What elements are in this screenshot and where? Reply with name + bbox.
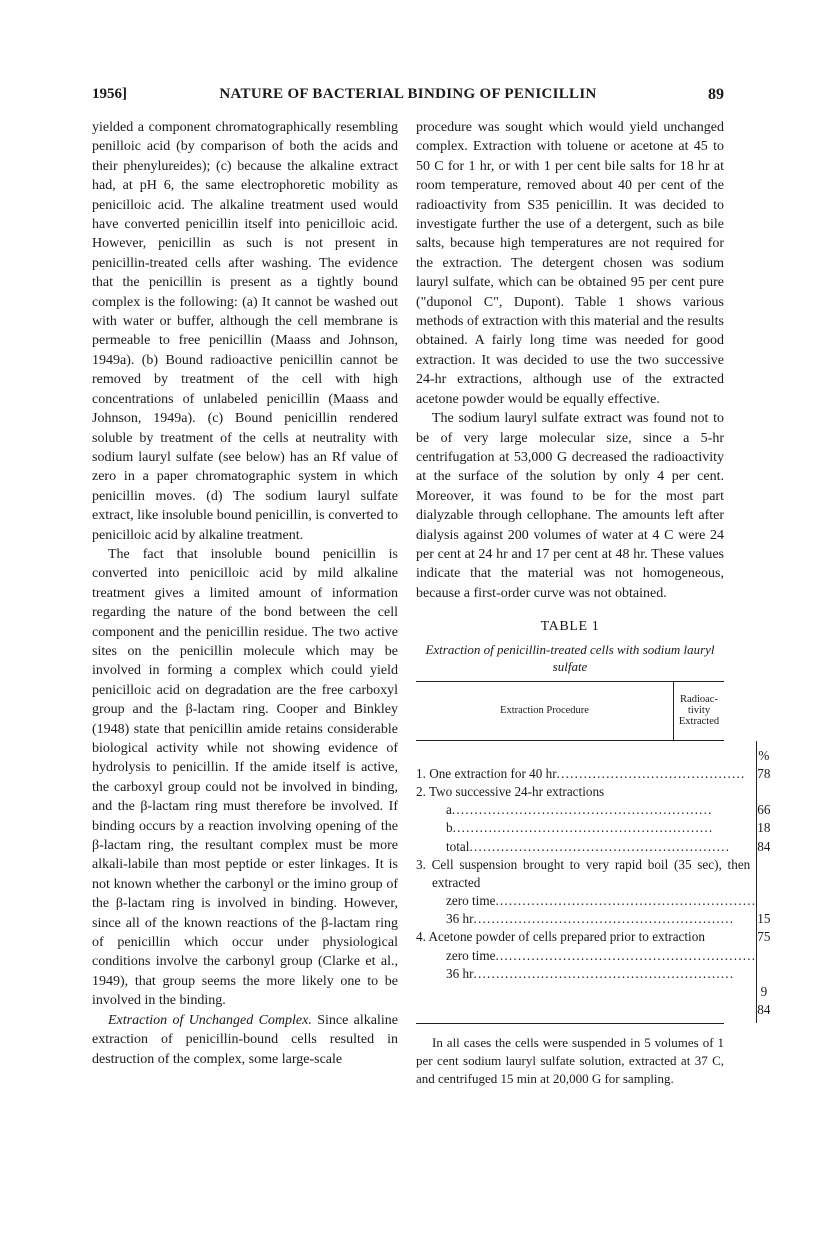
table-cell: [757, 947, 770, 965]
section-heading: Extraction of Unchanged Complex.: [108, 1012, 312, 1028]
column-header-procedure: Extraction Procedure: [500, 704, 589, 716]
footnote-text: In all cases the cells were suspended in 5 volumes of 1 per cent sodium lauryl sulfate solution, extracted at 37 C, and centrifuged 15 min at 20,000 G for sampling.: [416, 1035, 724, 1087]
row-label: 2. Two successive 24-hr extractions: [416, 783, 605, 799]
table-cell: 66: [757, 802, 771, 818]
table-row: [416, 801, 756, 819]
page-number: 89: [708, 86, 724, 103]
dot-leader: ..........................................................: [473, 911, 735, 927]
unit-label: %: [758, 747, 770, 763]
row-label: zero time: [446, 947, 496, 963]
table-row: [416, 892, 756, 910]
table-cell: 75: [757, 929, 771, 945]
running-header: [92, 86, 724, 108]
row-label: 36 hr: [446, 911, 474, 927]
row-label: 36 hr: [446, 965, 474, 981]
table-cell: 84: [757, 838, 771, 854]
row-label: 4. Acetone powder of cells prepared prior to extraction: [416, 929, 705, 945]
column-header-radioactivity: Radioac-tivity Extracted: [673, 682, 724, 740]
dot-leader: ..........................................................: [495, 893, 757, 909]
table-row: [416, 838, 756, 856]
row-label: b: [446, 820, 453, 836]
table-cell: 18: [757, 820, 771, 836]
paragraph-text: Since alkaline extraction of penicillin-bound cells resulted in destruction of the complex, some large-scale: [92, 1012, 398, 1067]
table-cell: 15: [757, 911, 771, 927]
paragraph: The sodium lauryl sulfate extract was found not to be of very large molecular size, since a 5-hr centrifugation at 53,000 G decreased the radioactivity at the surface of the solution by only 4 per cent. Moreover, it was found to be for the most part dialyzable through cellophane. The amounts left after dialysis against 200 volumes of water at 4 C were 24 per cent at 24 hr and 17 per cent at 48 hr. These values indicate that the material was not homogeneous, because a first-order curve was not obtained.: [416, 411, 724, 601]
table-cell: [757, 965, 770, 983]
table-row: [416, 819, 756, 837]
dot-leader: ..........................................................: [469, 838, 731, 854]
right-column: [416, 118, 771, 1088]
table-cell: 84: [757, 1002, 771, 1018]
paragraph: [92, 1011, 398, 1069]
table-row: [416, 910, 756, 928]
dot-leader: ..........................................................: [473, 965, 735, 981]
table-cell: [416, 747, 756, 765]
procedure-column: [416, 741, 756, 1024]
table-cell: [757, 874, 770, 892]
dot-leader: ..........................................................: [495, 947, 757, 963]
table-header: [416, 682, 724, 741]
row-label: zero time: [446, 893, 496, 909]
dot-leader: ..........................................................: [451, 802, 713, 818]
dot-leader: ..........................................................: [452, 820, 714, 836]
row-label: 1. One extraction for 40 hr: [416, 765, 557, 781]
row-label: a: [446, 802, 452, 818]
table-cell: 9: [760, 984, 768, 999]
header-title: NATURE OF BACTERIAL BINDING OF PENICILLIN: [219, 86, 597, 102]
table-row: [416, 965, 756, 983]
dot-leader: ..........................................: [556, 765, 746, 781]
table-cell: [757, 783, 770, 801]
table-cell: [757, 892, 770, 910]
value-column: [756, 741, 770, 1024]
table-footnote: [416, 1034, 724, 1088]
data-table: [416, 681, 771, 1025]
table-title: TABLE 1: [540, 619, 600, 635]
paragraph: procedure was sought which would yield unchanged complex. Extraction with toluene or acetone at 45 to 50 C for 1 hr, or with 1 per cent bile salts for 18 hr at room temperature, removed about 40 per cent of the radioactivity from S35 penicillin. It was decided to investigate further the use of a detergent, such as bile salts, because high temperatures are not required for the extraction. The detergent chosen was sodium lauryl sulfate, which can be obtained 95 per cent pure ("duponol C", Dupont). Table 1 shows various methods of extraction with this material and the results obtained. A fairly long time was needed for good extraction. It was decided to use the two successive 24-hr extractions, although use of the extracted acetone powder would be equally effective.: [416, 120, 724, 407]
paragraph: yielded a component chromatographically resembling penilloic acid (by comparison of both the acids and their phenylureides); (c) because the alkaline extract had, at pH 6, the same electrophoretic mobility as penicilloic acid. The alkaline treatment used would have converted penicillin itself into penicilloic acid. However, penicillin as such is not present in penicillin-treated cells after washing. The evidence that the penicillin is present as a tightly bound complex is the following: (a) It cannot be washed out with water or buffer, although the cell membrane is permeable to free penicillin (Maass and Johnson, 1949a). (b) Bound radioactive penicillin cannot be removed by treatment of the cell with high concentrations of unlabeled penicillin (Maass and Johnson, 1949a). (c) Bound penicillin rendered soluble by treatment of the cells at neutrality with sodium lauryl sulfate (see below) has an Rf value of zero in a paper chromatographic system in which penicillin moves. (d) The sodium lauryl sulfate extract, like insoluble bound penicillin, is converted to penicilloic acid by alkaline treatment.: [92, 120, 398, 543]
header-year: 1956]: [92, 86, 127, 102]
row-label: total: [446, 838, 470, 854]
paragraph: The fact that insoluble bound penicillin is converted into penicilloic acid by mild alkaline treatment gives a limited amount of information regarding the nature of the bond between the cell component and the penicillin residue. The two active sites on the penicillin molecule which may be involved in forming a complex which could yield penicilloic acid on degradation are the free carboxyl group and the β-lactam ring. Cooper and Binkley (1948) state that penicillin amide retains considerable biological activity while not showing evidence of hydrolysis to penicillin. If the amide itself is active, the carboxyl group could not be involved in binding, and the β-lactam ring must therefore be involved. If binding occurs by a reaction involving opening of the β-lactam ring, the resultant complex must be more alkali-labile than most peptide or ester linkages. It is not known whether the carbonyl or the imino group of the β-lactam ring is involved in binding. However, since all of the known reactions of the β-lactam ring of penicillin which occur under physiological conditions involve the carbonyl group (Clarke et al., 1949), that group seems the more likely one to be involved in the binding.: [92, 546, 398, 1009]
table-row: [416, 947, 756, 965]
table-cell: 78: [757, 765, 771, 781]
left-column: [92, 118, 398, 1069]
table-cell: [757, 856, 770, 874]
table-caption: Extraction of penicillin-treated cells with sodium lauryl sulfate: [425, 641, 715, 674]
row-label: 3. Cell suspension brought to very rapid boil (35 sec), then extracted: [416, 856, 751, 890]
table-row: [416, 765, 756, 783]
table-body: [416, 741, 771, 1024]
